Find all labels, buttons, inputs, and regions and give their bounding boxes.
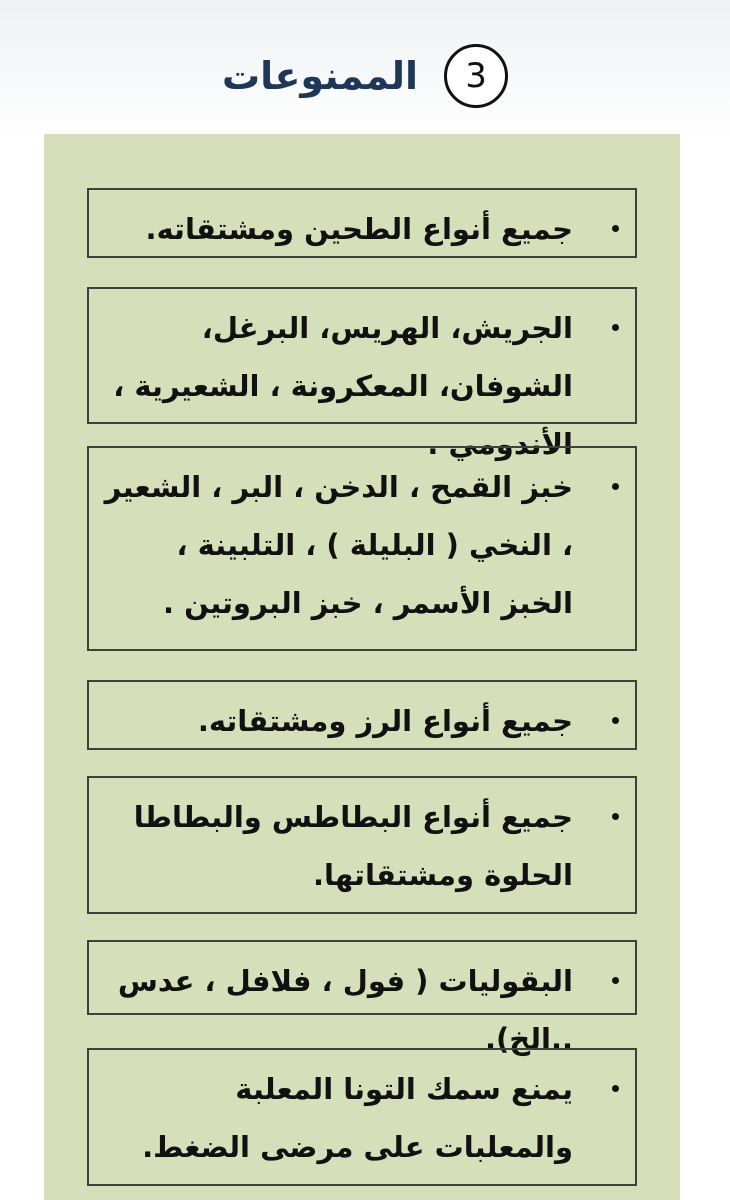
list-item-text: جميع أنواع الرز ومشتقاته.: [197, 704, 573, 738]
list-item-text: البقوليات ( فول ، فلافل ، عدس ..الخ).: [117, 964, 573, 1056]
bullet-icon: [612, 1085, 619, 1092]
list-item-text: يمنع سمك التونا المعلبة والمعلبات على مرضى الضغط.: [142, 1072, 573, 1164]
list-item: [87, 940, 637, 1056]
list-item-text: الجريش، الهريس، البرغل، الشوفان، المعكرونة ، الشعيرية ، الأندومي .: [113, 311, 573, 461]
bullet-icon: [612, 813, 619, 820]
list-item: [87, 680, 637, 750]
list-item: [87, 287, 637, 461]
section-number-badge: 3: [444, 44, 508, 108]
bullet-icon: [612, 977, 619, 984]
list-item: [87, 446, 637, 651]
bullet-icon: [612, 483, 619, 490]
bullet-icon: [612, 717, 619, 724]
list-item: [87, 1048, 637, 1186]
bullet-icon: [612, 324, 619, 331]
list-item-text: جميع أنواع الطحين ومشتقاته.: [145, 212, 573, 246]
list-item: [87, 776, 637, 914]
list-item: [87, 188, 637, 258]
bullet-icon: [612, 225, 619, 232]
list-item-text: جميع أنواع البطاطس والبطاطا الحلوة ومشتقاتها.: [133, 800, 573, 892]
section-title: الممنوعات: [222, 54, 418, 98]
list-item-text: خبز القمح ، الدخن ، البر ، الشعير ، النخي ( البليلة ) ، التلبينة ، الخبز الأسمر ، خبز البروتين .: [104, 470, 573, 620]
section-header: [0, 38, 730, 114]
